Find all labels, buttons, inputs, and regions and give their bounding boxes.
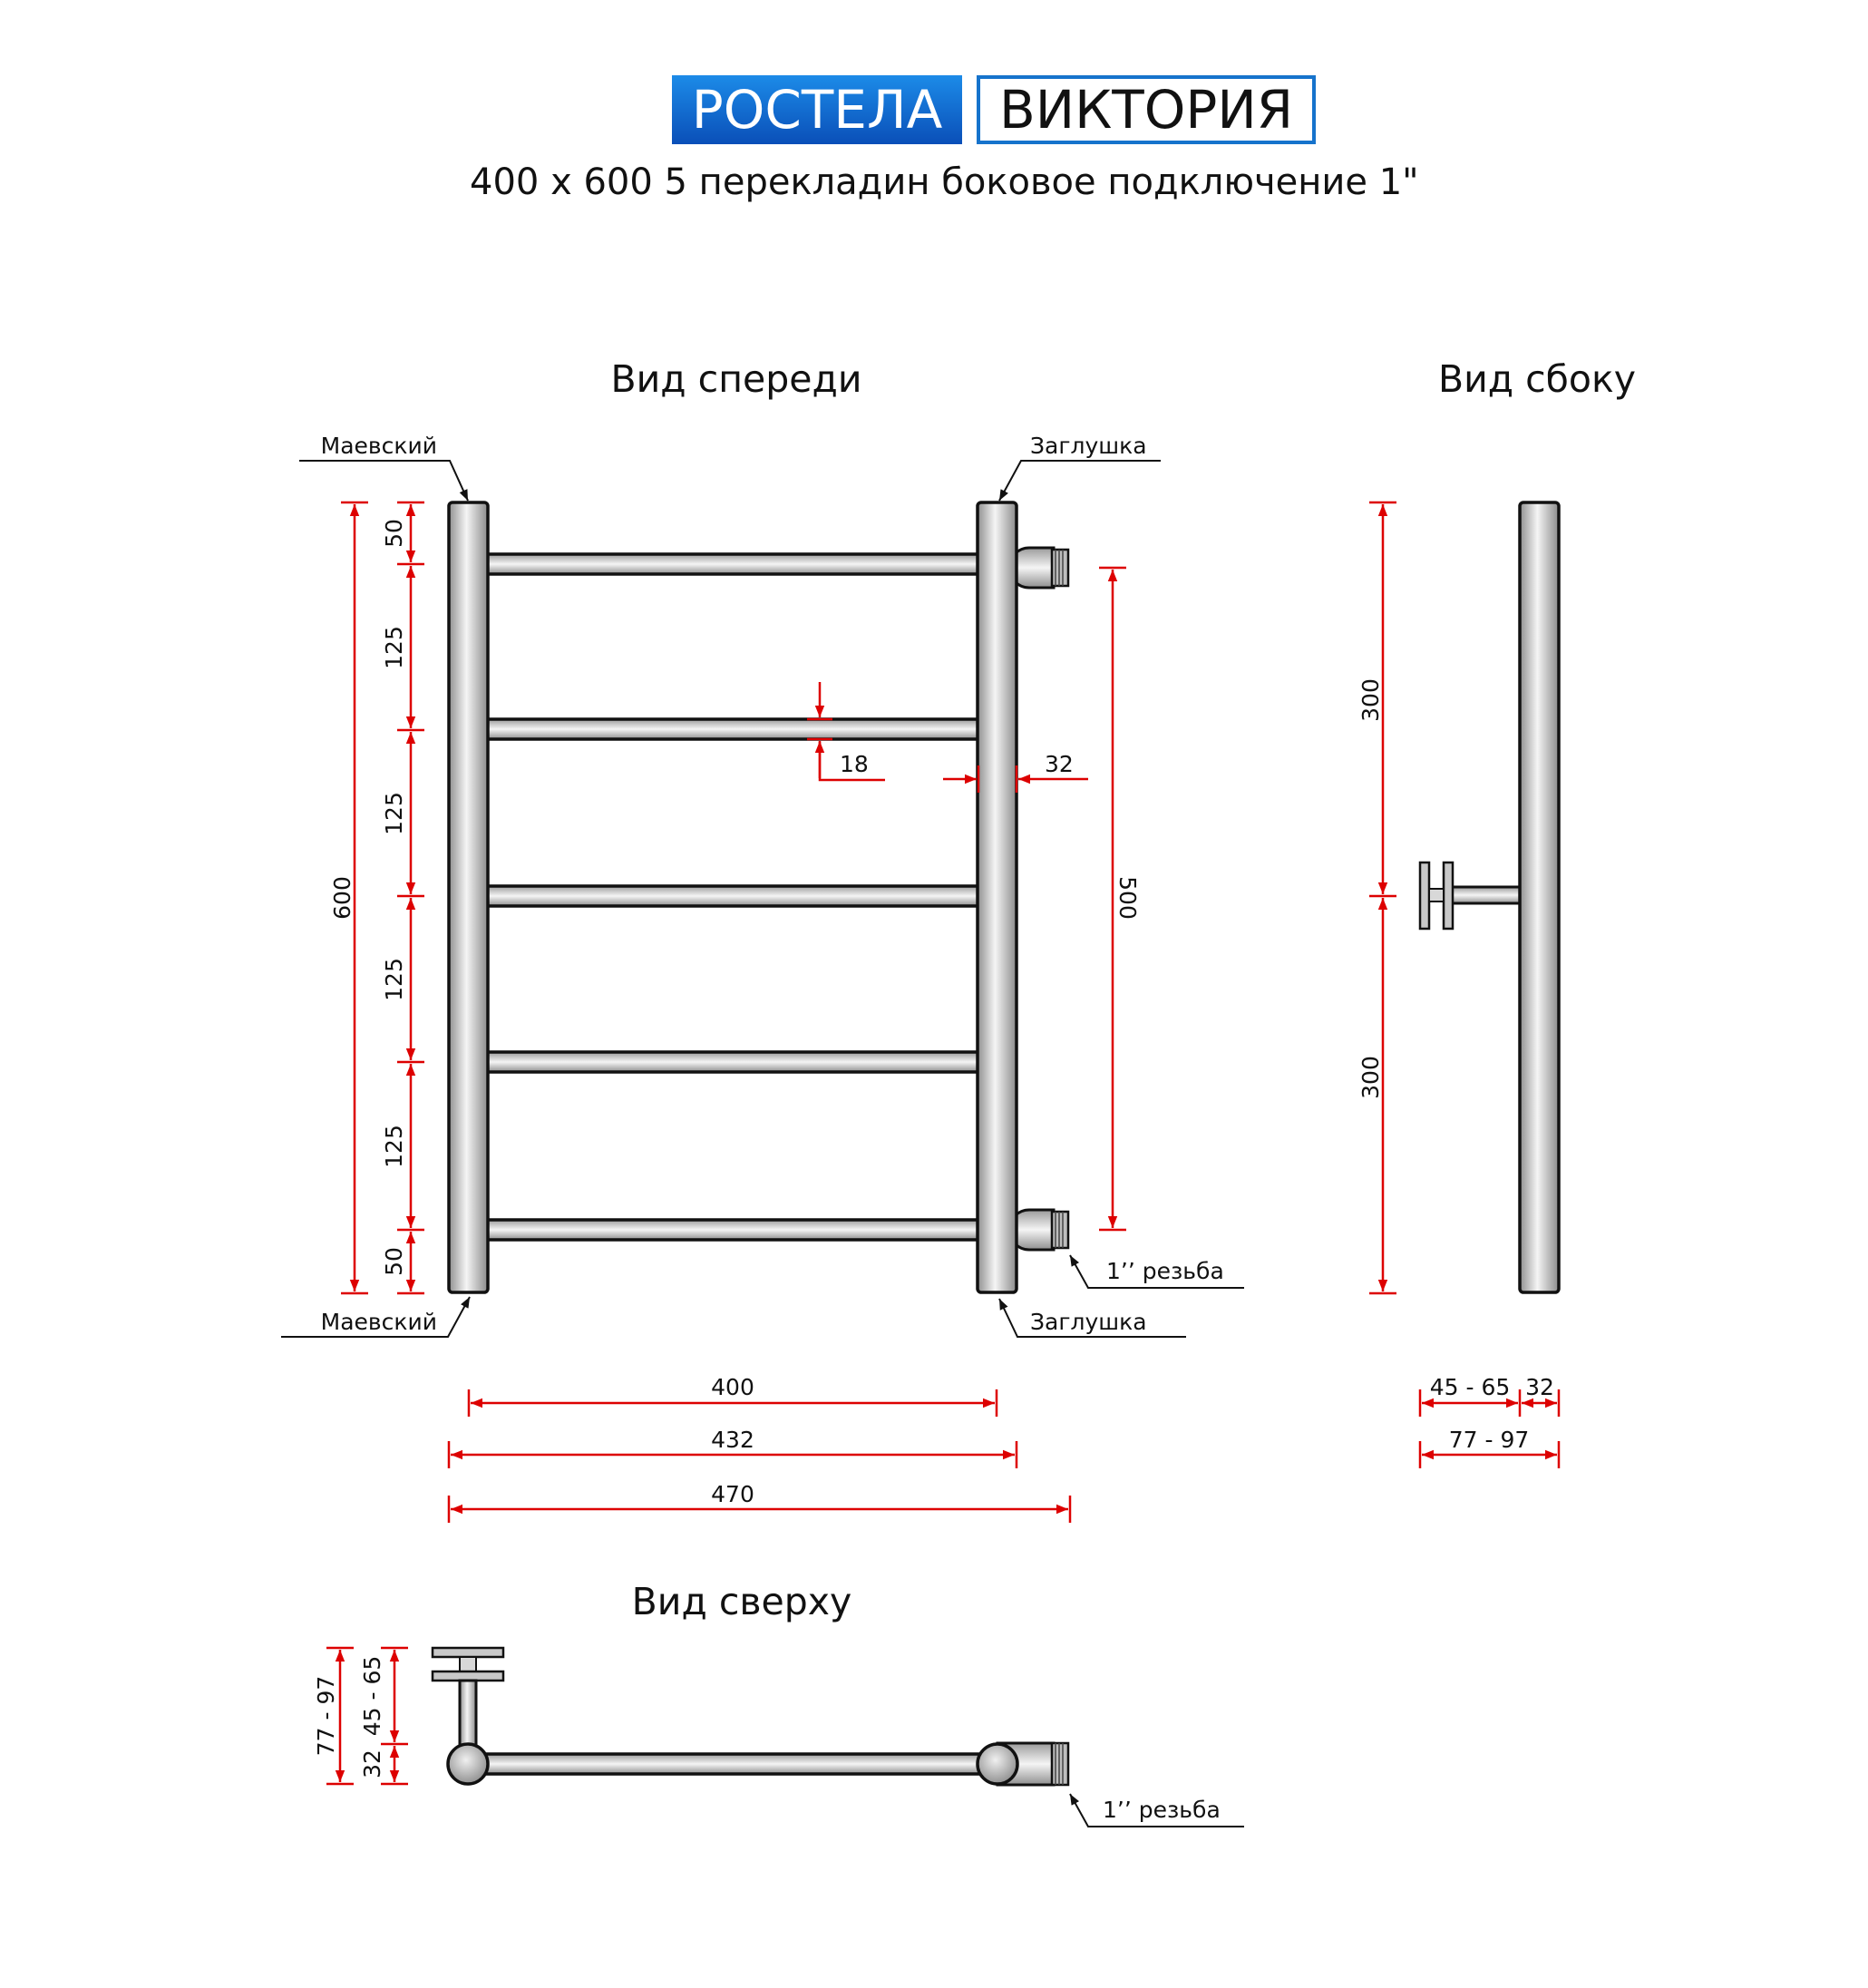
- dim-spacing-2: 125: [381, 792, 407, 835]
- top-view: [433, 1648, 1068, 1785]
- dim-width-center: 400: [711, 1374, 754, 1400]
- dim-side-pipe: 32: [1525, 1374, 1554, 1400]
- brand-logo: РОСТЕЛА: [672, 75, 962, 144]
- dim-top-offset: 50: [381, 519, 407, 548]
- side-view: [1420, 502, 1559, 1292]
- dim-spacing-3: 125: [381, 958, 407, 1001]
- dim-side-upper: 300: [1357, 678, 1384, 722]
- dim-width-total: 470: [711, 1481, 754, 1507]
- dim-side-lower: 300: [1357, 1056, 1384, 1099]
- wall-bracket-rod: [1451, 887, 1520, 903]
- front-view-title: Вид спереди: [610, 357, 862, 401]
- left-riser: [449, 502, 488, 1292]
- top-wall-plate: [433, 1648, 503, 1657]
- top-wall-plate-base: [460, 1657, 476, 1671]
- rung-3: [479, 886, 987, 906]
- dim-top-depth-total: 77 - 97: [313, 1675, 339, 1757]
- subtitle: 400 x 600 5 перекладин боковое подключение 1": [470, 161, 1419, 203]
- side-view-title: Вид сбоку: [1437, 357, 1637, 401]
- mayevsky-label-top: Маевский: [320, 433, 437, 459]
- wall-bracket-base: [1429, 889, 1444, 901]
- rung-5: [479, 1220, 987, 1240]
- side-riser: [1520, 502, 1559, 1292]
- dim-rung-diameter: 18: [840, 751, 869, 777]
- thread-label-front: 1’’ резьба: [1106, 1258, 1224, 1284]
- rung-4: [479, 1052, 987, 1072]
- dim-spacing-4: 125: [381, 1125, 407, 1168]
- dim-side-wall-distance: 45 - 65: [1429, 1374, 1511, 1400]
- dim-top-pipe: 32: [359, 1749, 385, 1778]
- dim-spacing-1: 125: [381, 626, 407, 669]
- dim-top-wall-distance: 45 - 65: [359, 1655, 385, 1737]
- mayevsky-label-bottom: Маевский: [320, 1309, 437, 1335]
- dim-bottom-offset: 50: [381, 1247, 407, 1276]
- wall-bracket-flange: [1420, 862, 1429, 929]
- front-view: [449, 502, 1068, 1292]
- dim-overall-height: 600: [329, 876, 355, 920]
- dim-center-distance: 500: [1114, 876, 1141, 920]
- right-riser: [978, 502, 1017, 1292]
- top-horizontal-pipe: [468, 1754, 1001, 1774]
- top-left-riser-section: [448, 1744, 488, 1784]
- top-view-title: Вид сверху: [631, 1580, 852, 1623]
- plug-label-bottom: Заглушка: [1030, 1309, 1147, 1335]
- model-name: ВИКТОРИЯ: [977, 75, 1316, 144]
- top-dimension-labels: [313, 1656, 385, 1778]
- thread-label-top: 1’’ резьба: [1103, 1797, 1221, 1823]
- top-right-riser-section: [978, 1744, 1017, 1784]
- dim-riser-diameter: 32: [1045, 751, 1074, 777]
- wall-bracket-plate: [1444, 862, 1453, 929]
- rung-2: [479, 719, 987, 739]
- dim-width-outer: 432: [711, 1427, 754, 1453]
- rung-1: [479, 554, 987, 574]
- plug-label-top: Заглушка: [1030, 433, 1147, 459]
- dim-side-depth-total: 77 - 97: [1448, 1427, 1530, 1453]
